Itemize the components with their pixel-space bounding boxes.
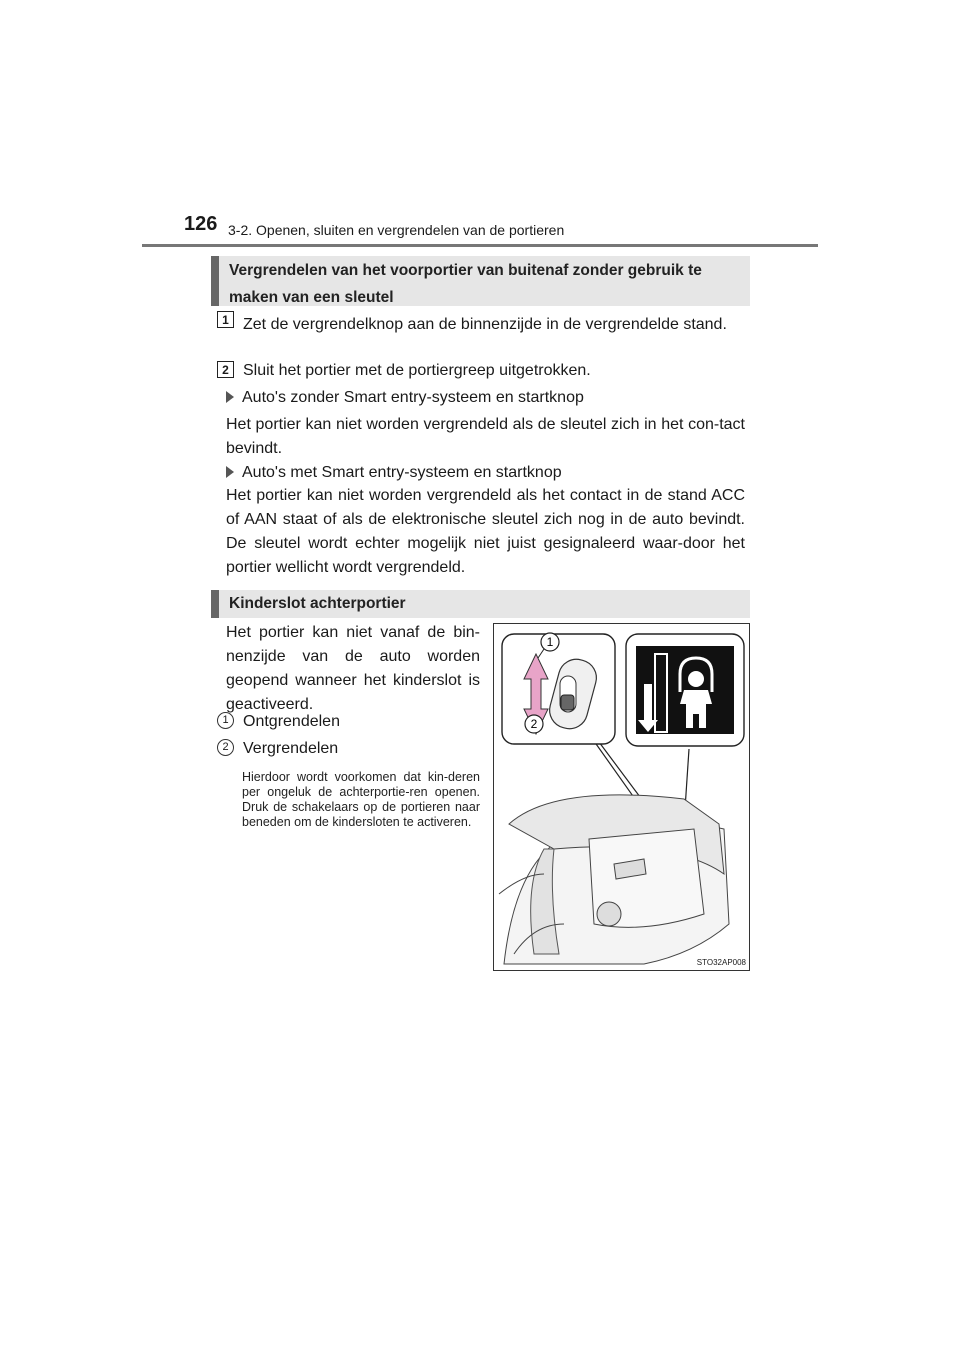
item-label-lock: Vergrendelen [243, 740, 339, 757]
item-number-2: 2 [217, 739, 234, 756]
step-number-1: 1 [217, 311, 234, 328]
section-title-child-lock: Kinderslot achterportier [211, 590, 750, 618]
case-heading-no-smart-entry [226, 386, 584, 410]
case-heading-text: Auto's met Smart entry-systeem en startknop [242, 464, 562, 481]
triangle-bullet-icon [226, 391, 234, 403]
running-header: 3-2. Openen, sluiten en vergrendelen van de portieren [228, 222, 565, 238]
page-number: 126 [184, 213, 218, 235]
item-label-unlock: Ontgrendelen [243, 713, 340, 730]
child-lock-illustration [493, 623, 750, 971]
section-title-front-door-lock: Vergrendelen van het voorportier van buitenaf zonder gebruik te maken van een sleutel [211, 256, 750, 306]
callout-2-label: 2 [530, 717, 538, 731]
step-text-1: Zet de vergrendelknop aan de binnenzijde in de vergrendelde stand. [243, 316, 727, 333]
door-illustration [494, 624, 750, 971]
step-number-2: 2 [217, 361, 234, 378]
case-heading-smart-entry [226, 461, 562, 485]
case-text-no-smart-entry: Het portier kan niet worden vergrendeld als de sleutel zich in het con-tact bevindt. [226, 416, 745, 457]
step-text-2: Sluit het portier met de portiergreep uitgetrokken. [243, 362, 591, 379]
child-lock-note: Hierdoor wordt voorkomen dat kin-deren per ongeluk de achterportie-ren openen. Druk de schakelaars op de portieren naar beneden om de kindersloten te activeren. [242, 770, 480, 829]
case-heading-text: Auto's zonder Smart entry-systeem en startknop [242, 389, 584, 406]
case-text-smart-entry: Het portier kan niet worden vergrendeld als het contact in de stand ACC of AAN staat of als de elektronische sleutel zich nog in de auto bevindt. De sleutel wordt echter mogelijk niet juist gesignaleerd waar-door het portier wellicht wordt vergrendeld. [226, 487, 745, 576]
callout-1-label: 1 [546, 635, 554, 649]
header-rule [142, 244, 818, 247]
figure-code: STO32AP008 [696, 958, 746, 967]
triangle-bullet-icon [226, 466, 234, 478]
child-lock-intro: Het portier kan niet vanaf de bin-nenzijde van de auto worden geopend wanneer het kinderslot is geactiveerd. [226, 624, 480, 713]
item-number-1: 1 [217, 712, 234, 729]
